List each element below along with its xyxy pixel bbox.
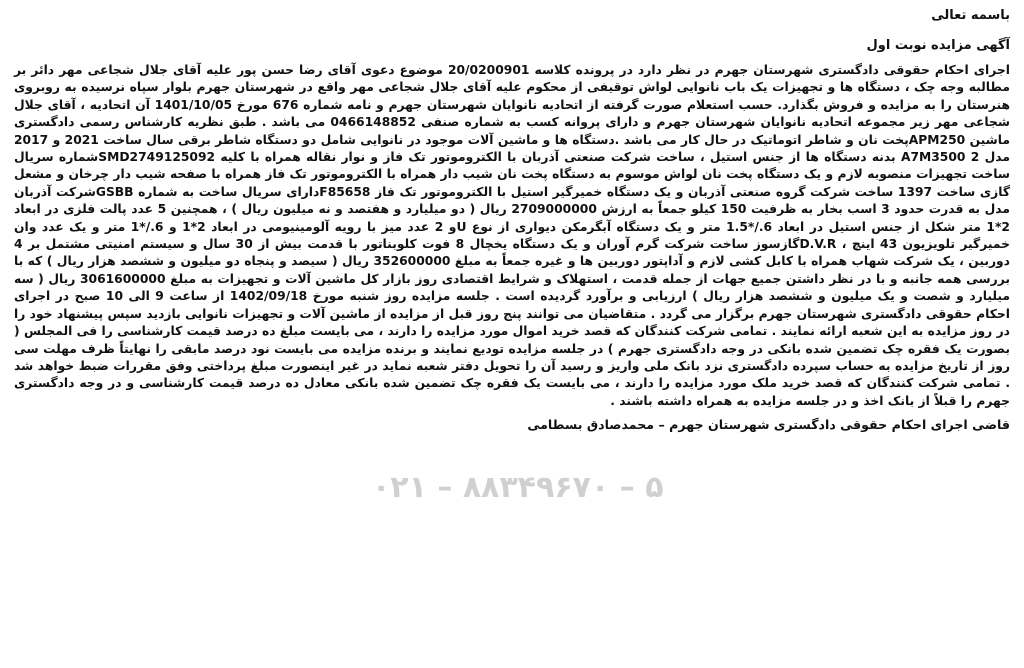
notice-body-paragraph: اجرای احکام حقوقی دادگستری شهرستان جهرم در نظر دارد در پرونده کلاسه 20/0200901 موضوع دعوی آقای رضا حسن پور علیه آقای جلال شجاعی مهر دائر بر مطالبه وجه چک ، دستگاه ها و تجهیزات یک باب نانوایی لواش توقیفی از محکوم علیه آقای جلال شجاعی مهر واقع در شهرستان جهرم بلوار سپاه نرسیده به روبروی هنرستان را به مزایده و فروش بگذارد. حسب استعلام صورت گرفته از اتحادیه نانوایان شهرستان جهرم و نامه شماره 676 مورخ 1401/10/05 آن اتحادیه ، آقای جلال شجاعی مهر زیر مجموعه اتحادیه نانوایان شهرستان جهرم و دارای پروانه کسب به شماره صنفی 0466148852 می باشد . طبق نظریه کارشناس رسمی دادگستری ماشین APM250پخت نان و شاطر اتوماتیک در حال کار می باشد .دستگاه ها و ماشین آلات موجود در نانوایی شامل دو دستگاه شاطر برقی سال ساخت 2021 و 2017 مدل A7M3500 2 بدنه دستگاه ها از جنس استیل ، ساخت شرکت صنعتی آذربان با الکتروموتور تک فاز و نوار نقاله همراه با کلیه SMD2749125092شماره سریال ساخت تجهیزات منصوبه لازم و یک دستگاه پخت نان لواش موسوم به دستگاه پخت نان شیب دار همراه با الکتروموتور تک فاز همراه با صفحه شیب دار چرخان و مشعل گازی ساخت 1397 ساخت شرکت گروه صنعتی آذربان و یک دستگاه خمیرگیر استیل با الکتروموتور تک فاز F85658دارای سریال ساخت به شماره GSBBشرکت آذربان مدل به قدرت حدود 3 اسب بخار به ظرفیت 150 کیلو جمعاً به ارزش 2709000000 ریال ( دو میلیارد و هفتصد و نه میلیون ریال ) ، همچنین 5 عدد پالت فلزی در ابعاد 2*1 متر شکل از جنس استیل در ابعاد 6./*1.5 متر و یک دستگاه آبگرمکن دیواری از نوع Uو 2 عدد میز با رویه آلومینیومی در ابعاد 2*1 و 6./*1 متر و یک عدد وان خمیرگیر تلویزیون 43 اینچ ، D.V.Rگازسوز ساخت شرکت گرم آوران و یک دستگاه یخچال 8 فوت کلوبناتور با قدمت بیش از 30 سال و سیستم امنیتی مشتمل بر 4 دوربین ، یک شرکت شهاب همراه با کابل کشی لازم و آداپتور دوربین ها و غیره جمعاً به مبلغ 352600000 ریال ( سیصد و پنجاه دو میلیون و ششصد هزار ریال ) که با بررسی همه جانبه و با در نظر داشتن جمیع جهات از جمله قدمت ، استهلاک و شرایط اقتصادی روز بازار کل ماشین آلات و تجهیزات به مبلغ 3061600000 ریال ( سه میلیارد و شصت و یک میلیون و ششصد هزار ریال ) ارزیابی و برآورد گردیده است . جلسه مزایده روز شنبه مورخ 1402/09/18 از ساعت 9 الی 10 صبح در اجرای احکام حقوقی دادگستری شهرستان جهرم برگزار می گردد . متقاضیان می توانند پنج روز قبل از مزایده از ماشین آلات و تجهیزات نانوایی بازدید سپس پیشنهاد خود را در روز مزایده به این شعبه ارائه نمایند . تمامی شرکت کنندگان که قصد خرید اموال مورد مزایده را دارند ، می بایست مبلغ ده درصد قیمت کارشناسی را فی المجلس ( بصورت یک فقره چک تضمین شده بانکی در وجه دادگستری جهرم ) در جلسه مزایده تودیع نمایند و برنده مزایده می بایست نود درصد مابقی را نهایتاً ظرف مهلت سی روز از تاریخ مزایده به حساب سپرده دادگستری نزد بانک ملی واریز و رسید آن را تحویل دفتر شعبه نماید در غیر اینصورت مبلغ پرداختی وفق مقررات ضبط خواهد شد . تمامی شرکت کنندگان که قصد خرید ملک مورد مزایده را دارند ، می بایست یک فقره چک تضمین شده بانکی معادل ده درصد قیمت کارشناسی و در وجه دادگستری جهرم را قبلاً از بانک اخذ و در جلسه مزایده به همراه داشته باشند .	[14, 63, 1011, 408]
basmala-heading: باسمه تعالی	[931, 8, 1010, 23]
watermark-phone-number: ۰۲۱ – ۸۸۳۴۹۶۷۰ – ۵	[372, 470, 664, 505]
notice-header	[14, 6, 1010, 56]
notice-title: آگهی مزایده نوبت اول	[866, 38, 1010, 53]
judge-signature-line: قاضی اجرای احکام حقوقی دادگستری شهرستان جهرم – محمدصادق بسطامی	[527, 417, 1010, 433]
